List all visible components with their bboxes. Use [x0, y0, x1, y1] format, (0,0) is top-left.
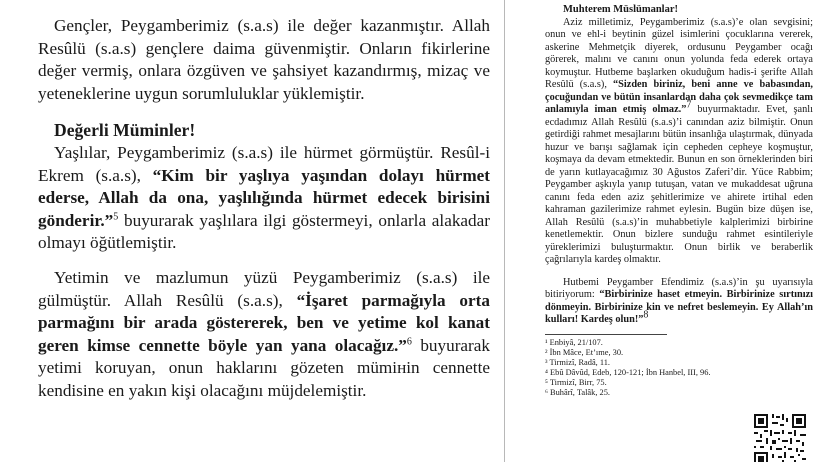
paragraph-love-of-prophet [545, 17, 813, 267]
paragraph-orphans [38, 267, 490, 403]
footnote-ref-8: 8 [643, 309, 649, 321]
left-column [38, 0, 490, 462]
heading-degerli-muminler: Değerli Müminler! [54, 120, 196, 141]
hadith-quote-brotherhood: “Birbirinize haset etmeyin. Birbirinize sırtınızı dönmeyin. Birbirinize kin ve nefret beslemeyin. Ey Allah’ın kulları! Kardeş olun!” [545, 289, 813, 325]
paragraph-love-start: Aziz milletimiz, Peygamberimiz (s.a.s)’e olan sevgisini; onun ve ehl-i beytinin güzel isimlerini çocuklarına vererek, askerine Mehmetçik diyerek, ordusunu Peygamber ocağı görerek, malını ve canını onun yolunda feda ederek ortaya koymuştur. Hutbeme başlarken okuduğum hadis-i şerifte Allah Resûlü (s.a.s), [545, 16, 813, 90]
hadith-quote-orphans: “İşaret parmağıyla orta parmağını bir arada göstererek, ben ve yetime kol kanat geren kimse cennette böyle yan yana olacağız.” [38, 290, 490, 355]
footnote-rule [545, 334, 667, 335]
right-column [545, 0, 813, 462]
paragraph-orphans-end: buyurarak yetimi koruyan, onun haklarını gözeten mümінin cennette kendisine en yakın kişi olacağını müjdelemiştir. [38, 335, 490, 400]
paragraph-youth: Gençler, Peygamberimiz (s.a.s) ile değer kazanmıştır. Allah Resûlü (s.a.s) gençlere daima güvenmiştir. Onların fikirlerine değer vermiş, onlara özgüven ve şahsiyet kazandırmış, mizaç ve yeteneklerine uygun sorumluluklar yüklemiştir. [38, 16, 490, 103]
qr-code-icon [752, 412, 808, 462]
footnote-ref-7: 7 [686, 99, 692, 111]
footnote-item: ³ Tirmizî, Radâ, 11. [545, 357, 611, 367]
paragraph-closing-start: Hutbemi Peygamber Efendimiz (s.a.s)’in şu uyarısıyla bitiriyorum: [545, 276, 813, 300]
footnote-item: ¹ Enbiyâ, 21/107. [545, 337, 603, 347]
paragraph-love-end: buyurmaktadır. Evet, şanlı ecdadımız Allah Resûlü (s.a.s)’i canından aziz bilmiştir. Onun getirdiği rahmet mesajlarını bütün insanlığa ulaştırmak, dünyada huzur ve barışı sağlamak için cepheden cepheye koşmuştur, koşmaya da devam etmektedir. Bunun en son örneklerinden biri de yarın kutlayacağımız 30 Ağustos Zaferi’dir. Yüce Rabbim; Peygamber aşkıyla yanıp tutuşan, vatan ve mukaddesat uğruna canını feda eden aziz şehitlerimize ve ahirete irtihal eden kahraman gazilerimize rahmet eylesin. Bugün bize düşen ise, Allah Resûlü (s.a.s)’in muhabbetiyle kalplerimizi birbirine kenetlemektir. Onun bizlere sunduğu rahmet esintileriyle yüreklerimizi buluşturmaktır. Onun birlik ve beraberlik çağrılarıyla kardeş olmaktır. [545, 104, 813, 265]
footnote-ref-6: 6 [406, 335, 412, 347]
hadith-quote-love: “Sizden biriniz, beni anne ve babasından, çocuğundan ve bütün insanlardan daha çok sevmedikçe tam anlamıyla iman etmiş olmaz.” [545, 79, 813, 115]
paragraph-closing [545, 277, 813, 327]
paragraph-elderly-end: buyurarak yaşlılara ilgi göstermeyi, onlarla alakadar olmayı öğütlemiştir. [38, 210, 490, 253]
paragraph-elderly-start: Yaşlılar, Peygamberimiz (s.a.s) ile hürmet görmüştür. Resûl-i Ekrem (s.a.s), [38, 142, 490, 185]
column-divider [504, 0, 505, 462]
footnote-item: ⁶ Buhârî, Talâk, 25. [545, 387, 610, 397]
footnotes-list [545, 338, 735, 398]
heading-muhterem-muslumanlar: Muhterem Müslümanlar! [563, 4, 679, 15]
hadith-quote-elderly: “Kim bir yaşlıya yaşından dolayı hürmet ederse, Allah da ona, yaşlılığında hürmet edecek birisini gönderir.” [38, 165, 490, 230]
footnote-ref-5: 5 [113, 211, 119, 223]
paragraph-elderly [38, 142, 490, 255]
footnote-item: ⁵ Tirmizî, Birr, 75. [545, 377, 607, 387]
paragraph-orphans-start: Yetimin ve mazlumun yüzü Peygamberimiz (s.a.s) ile gülmüştür. Allah Resûlü (s.a.s), [38, 267, 490, 310]
footnote-item: ² İbn Mâce, Et’ıme, 30. [545, 347, 624, 357]
footnote-item: ⁴ Ebû Dâvûd, Edeb, 120-121; İbn Hanbel, III, 96. [545, 367, 711, 377]
